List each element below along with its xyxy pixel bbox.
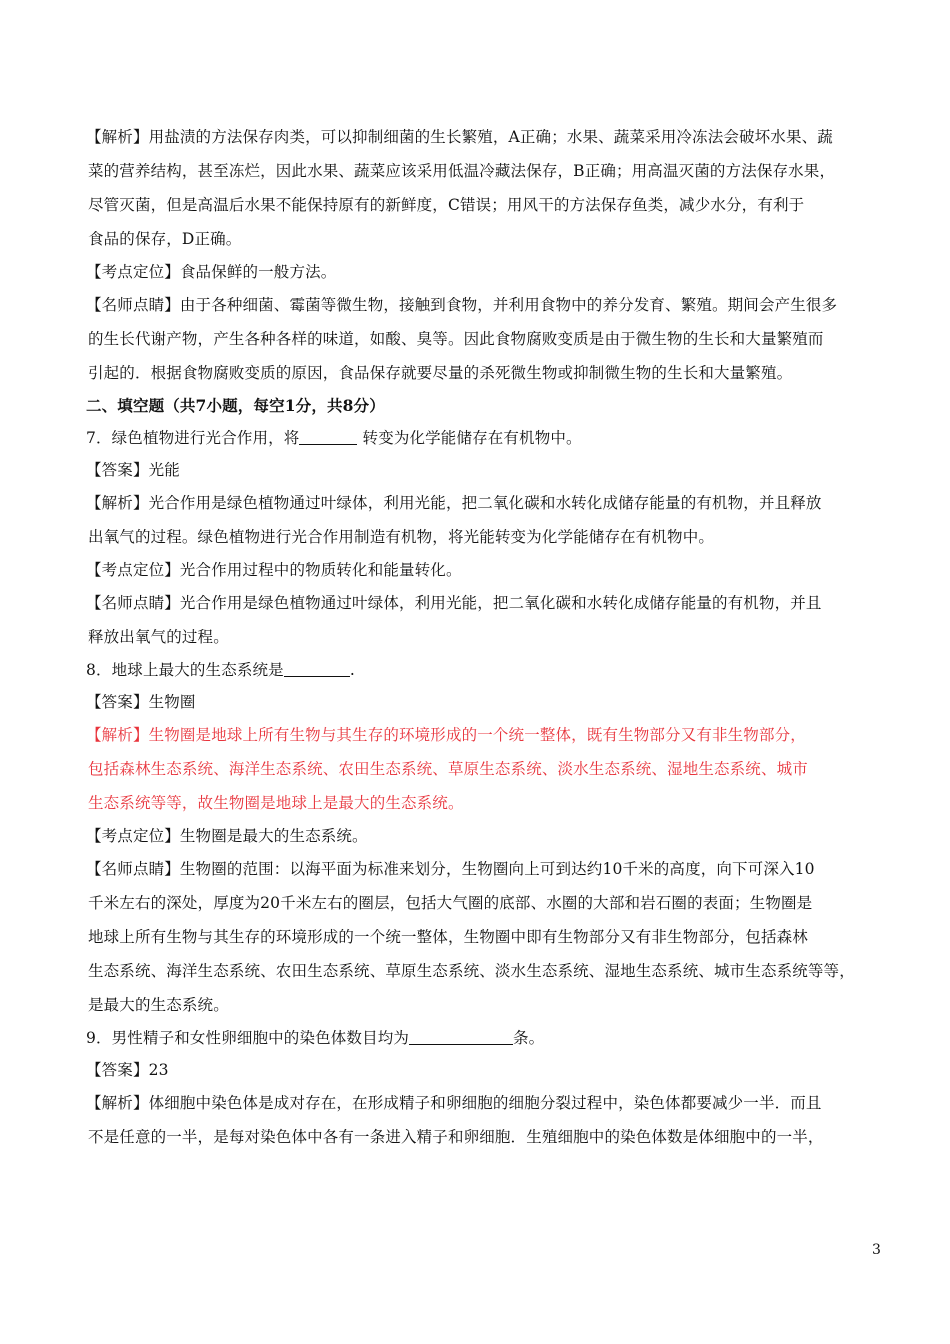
question-text: 条。 bbox=[513, 1029, 545, 1047]
tip-line: 释放出氧气的过程。 bbox=[88, 628, 229, 646]
answer-line: 【答案】生物圈 bbox=[86, 693, 196, 711]
q6-analysis-line: 菜的营养结构，甚至冻烂，因此水果、蔬菜应该采用低温冷藏法保存，B正确；用高温灭菌的方法保存水果， bbox=[88, 162, 836, 180]
analysis-line: 不是任意的一半，是每对染色体中各有一条进入精子和卵细胞．生殖细胞中的染色体数是体细胞中的一半， bbox=[88, 1128, 824, 1146]
question-7 bbox=[86, 422, 886, 454]
section-heading: 二、填空题（共7小题，每空1分，共8分） bbox=[86, 396, 385, 415]
q6-analysis-line: 食品的保存，D正确。 bbox=[88, 230, 242, 248]
question-text: 7．绿色植物进行光合作用，将 bbox=[86, 429, 300, 447]
analysis-line: 出氧气的过程。绿色植物进行光合作用制造有机物，将光能转变为化学能储存在有机物中。 bbox=[88, 528, 715, 546]
point-line: 【考点定位】光合作用过程中的物质转化和能量转化。 bbox=[86, 561, 462, 579]
answer-blank bbox=[409, 1027, 513, 1045]
tip-line: 地球上所有生物与其生存的环境形成的一个统一整体，生物圈中即有生物部分又有非生物部分，包括森林 bbox=[88, 928, 808, 946]
q6-analysis-line: 【解析】用盐渍的方法保存肉类，可以抑制细菌的生长繁殖，A正确；水果、蔬菜采用冷冻法会破坏水果、蔬 bbox=[86, 128, 833, 146]
analysis-line: 【解析】生物圈是地球上所有生物与其生存的环境形成的一个统一整体，既有生物部分又有非生物部分， bbox=[86, 726, 806, 744]
analysis-line: 【解析】体细胞中染色体是成对存在，在形成精子和卵细胞的细胞分裂过程中，染色体都要减少一半．而且 bbox=[86, 1094, 822, 1112]
tip-line: 生态系统、海洋生态系统、农田生态系统、草原生态系统、淡水生态系统、湿地生态系统、城市生态系统等等， bbox=[88, 962, 855, 980]
q6-analysis-line: 尽管灭菌，但是高温后水果不能保持原有的新鲜度，C错误；用风干的方法保存鱼类，减少水分，有利于 bbox=[88, 196, 805, 214]
question-text: 9．男性精子和女性卵细胞中的染色体数目均为 bbox=[86, 1029, 410, 1047]
analysis-line: 生态系统等等，故生物圈是地球上是最大的生态系统。 bbox=[88, 794, 464, 812]
question-text: . bbox=[349, 661, 355, 679]
question-text: 8．地球上最大的生态系统是 bbox=[86, 661, 284, 679]
analysis-line: 【解析】光合作用是绿色植物通过叶绿体，利用光能，把二氧化碳和水转化成储存能量的有机物，并且释放 bbox=[86, 494, 822, 512]
page-number: 3 bbox=[872, 1242, 881, 1258]
q6-tip-line: 的生长代谢产物，产生各种各样的味道，如酸、臭等。因此食物腐败变质是由于微生物的生长和大量繁殖而 bbox=[88, 330, 824, 348]
tip-line: 【名师点睛】光合作用是绿色植物通过叶绿体，利用光能，把二氧化碳和水转化成储存能量的有机物，并且 bbox=[86, 594, 822, 612]
answer-blank bbox=[299, 427, 357, 445]
analysis-line: 包括森林生态系统、海洋生态系统、农田生态系统、草原生态系统、淡水生态系统、湿地生态系统、城市 bbox=[88, 760, 808, 778]
q6-tip-line: 【名师点睛】由于各种细菌、霉菌等微生物，接触到食物，并利用食物中的养分发育、繁殖。期间会产生很多 bbox=[86, 296, 838, 314]
point-line: 【考点定位】生物圈是最大的生态系统。 bbox=[86, 827, 368, 845]
tip-line: 是最大的生态系统。 bbox=[88, 996, 229, 1014]
q6-tip-line: 引起的．根据食物腐败变质的原因，食品保存就要尽量的杀死微生物或抑制微生物的生长和大量繁殖。 bbox=[88, 364, 793, 382]
answer-line: 【答案】23 bbox=[86, 1061, 169, 1079]
question-text: 转变为化学能储存在有机物中。 bbox=[357, 429, 582, 447]
question-9 bbox=[86, 1022, 886, 1054]
q6-point-line: 【考点定位】食品保鲜的一般方法。 bbox=[86, 263, 337, 281]
answer-line: 【答案】光能 bbox=[86, 461, 180, 479]
tip-line: 【名师点睛】生物圈的范围：以海平面为标准来划分，生物圈向上可到达约10千米的高度，向下可深入10 bbox=[86, 860, 815, 878]
tip-line: 千米左右的深处，厚度为20千米左右的圈层，包括大气圈的底部、水圈的大部和岩石圈的表面；生物圈是 bbox=[88, 894, 813, 912]
answer-blank bbox=[284, 659, 350, 677]
document-page bbox=[86, 120, 886, 1154]
question-8 bbox=[86, 654, 886, 686]
